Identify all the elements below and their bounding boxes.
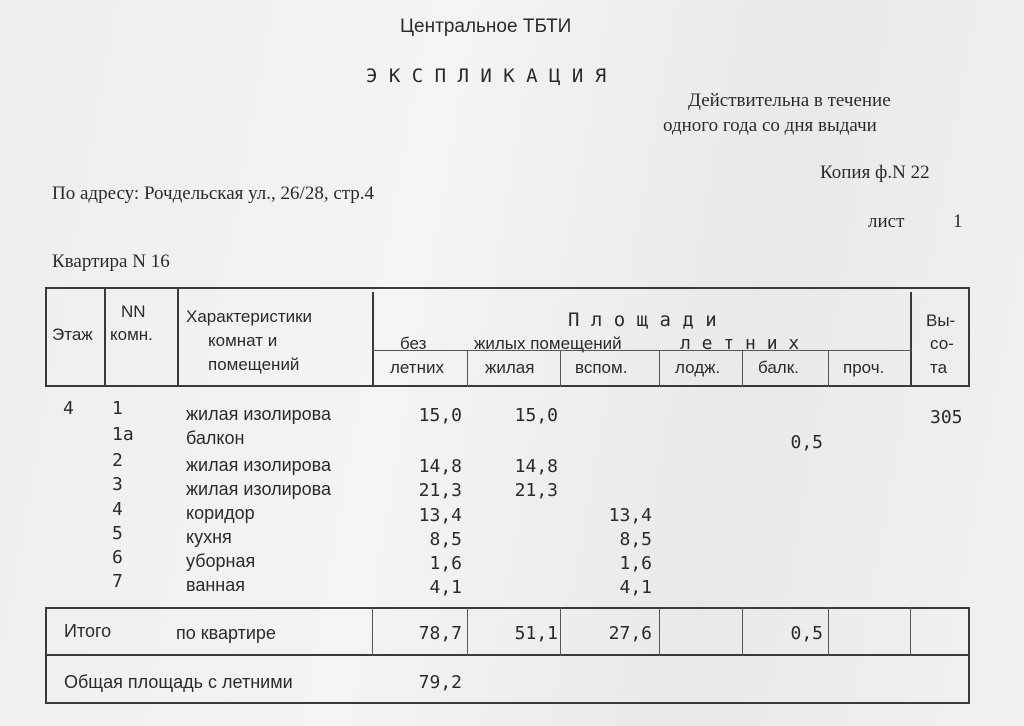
cell-room-name: балкон <box>186 428 245 448</box>
col-summer-group: л е т н и х <box>680 333 800 354</box>
cell-room-name: жилая изолирова <box>186 455 332 475</box>
cell-living: 14,8 <box>514 456 558 477</box>
grand-total-label: Общая площадь с летними <box>64 672 293 692</box>
cell-aux: 13,4 <box>608 505 652 526</box>
col-living: жилая <box>485 358 535 377</box>
cell-room-name: жилая изолирова <box>186 404 332 424</box>
col-living-group: жилых помещений <box>474 334 622 353</box>
col-divider <box>742 350 743 387</box>
cell-aux: 8,5 <box>619 529 652 550</box>
col-aux: вспом. <box>575 358 628 377</box>
col-divider <box>467 350 468 387</box>
grand-bottom-border <box>45 702 970 704</box>
col-rooms-1: NN <box>121 302 146 321</box>
col-divider <box>560 350 561 387</box>
col-areas: П л о щ а д и <box>568 309 717 331</box>
col-loggia: лодж. <box>675 358 721 377</box>
cell-total: 15,0 <box>418 405 462 426</box>
cell-room-name: жилая изолирова <box>186 479 332 499</box>
col-other: проч. <box>843 358 885 377</box>
col-height-3: та <box>930 358 948 377</box>
sheet-label: лист <box>868 211 905 232</box>
cell-living: 21,3 <box>514 480 558 501</box>
col-divider <box>659 350 660 387</box>
apartment-number: Квартира N 16 <box>52 251 170 272</box>
cell-height: 305 <box>930 407 963 428</box>
table-top-border <box>45 287 970 289</box>
org-name: Центральное ТБТИ <box>400 16 572 37</box>
totals-label-1: Итого <box>64 621 112 641</box>
totals-living: 51,1 <box>514 623 558 644</box>
col-char-3: помещений <box>208 355 300 374</box>
cell-total: 21,3 <box>418 480 462 501</box>
cell-floor: 4 <box>63 398 74 419</box>
col-divider <box>467 607 468 656</box>
cell-room-name: коридор <box>186 503 255 523</box>
table-left-border <box>45 287 47 387</box>
col-balcony: балк. <box>758 358 799 377</box>
totals-bottom-border <box>45 654 970 656</box>
cell-total: 1,6 <box>429 553 462 574</box>
col-divider <box>828 350 829 387</box>
totals-aux: 27,6 <box>608 623 652 644</box>
validity-line-1: Действительна в течение <box>688 90 891 111</box>
col-divider <box>177 287 179 387</box>
col-floor: Этаж <box>52 325 93 344</box>
cell-aux: 4,1 <box>619 577 652 598</box>
cell-room-no: 6 <box>112 547 123 568</box>
cell-total: 4,1 <box>429 577 462 598</box>
col-divider <box>372 607 373 656</box>
cell-total: 8,5 <box>429 529 462 550</box>
col-char-1: Характеристики <box>186 307 313 326</box>
doc-title: Э К С П Л И К А Ц И Я <box>366 65 607 87</box>
cell-room-no: 4 <box>112 499 123 520</box>
copy-label: Копия ф.N 22 <box>820 162 930 183</box>
col-divider <box>659 607 660 656</box>
col-divider <box>104 287 106 387</box>
totals-left-border <box>45 607 47 704</box>
col-divider <box>742 607 743 656</box>
cell-room-no: 1 <box>112 398 123 419</box>
cell-room-no: 5 <box>112 523 123 544</box>
totals-balcony: 0,5 <box>790 623 823 644</box>
totals-total: 78,7 <box>418 623 462 644</box>
cell-room-name: ванная <box>186 575 246 595</box>
col-height-1: Вы- <box>926 311 956 330</box>
col-divider <box>560 607 561 656</box>
col-height-2: со- <box>930 334 954 353</box>
cell-room-no: 3 <box>112 474 123 495</box>
cell-room-name: кухня <box>186 527 232 547</box>
col-divider <box>372 292 374 387</box>
cell-living: 15,0 <box>514 405 558 426</box>
cell-room-no: 2 <box>112 450 123 471</box>
cell-total: 14,8 <box>418 456 462 477</box>
address: По адресу: Рочдельская ул., 26/28, стр.4 <box>52 183 375 204</box>
totals-label-2: по квартире <box>176 623 276 643</box>
col-without-1: без <box>400 334 427 353</box>
subheader-line <box>372 350 912 351</box>
col-char-2: комнат и <box>208 331 278 350</box>
col-divider <box>828 607 829 656</box>
cell-aux: 1,6 <box>619 553 652 574</box>
col-divider <box>910 292 912 387</box>
cell-total: 13,4 <box>418 505 462 526</box>
totals-right-border <box>968 607 970 704</box>
table-right-border <box>968 287 970 387</box>
cell-room-no: 1а <box>112 424 134 445</box>
col-rooms-2: комн. <box>110 325 153 344</box>
col-without-2: летних <box>390 358 444 377</box>
sheet-number: 1 <box>953 211 963 232</box>
cell-room-no: 7 <box>112 571 123 592</box>
validity-line-2: одного года со дня выдачи <box>663 115 877 136</box>
cell-room-name: уборная <box>186 551 256 571</box>
totals-top-border <box>45 607 970 609</box>
col-divider <box>910 607 911 656</box>
grand-total-value: 79,2 <box>418 672 462 693</box>
cell-balcony: 0,5 <box>790 432 823 453</box>
header-bottom-border <box>45 385 970 387</box>
